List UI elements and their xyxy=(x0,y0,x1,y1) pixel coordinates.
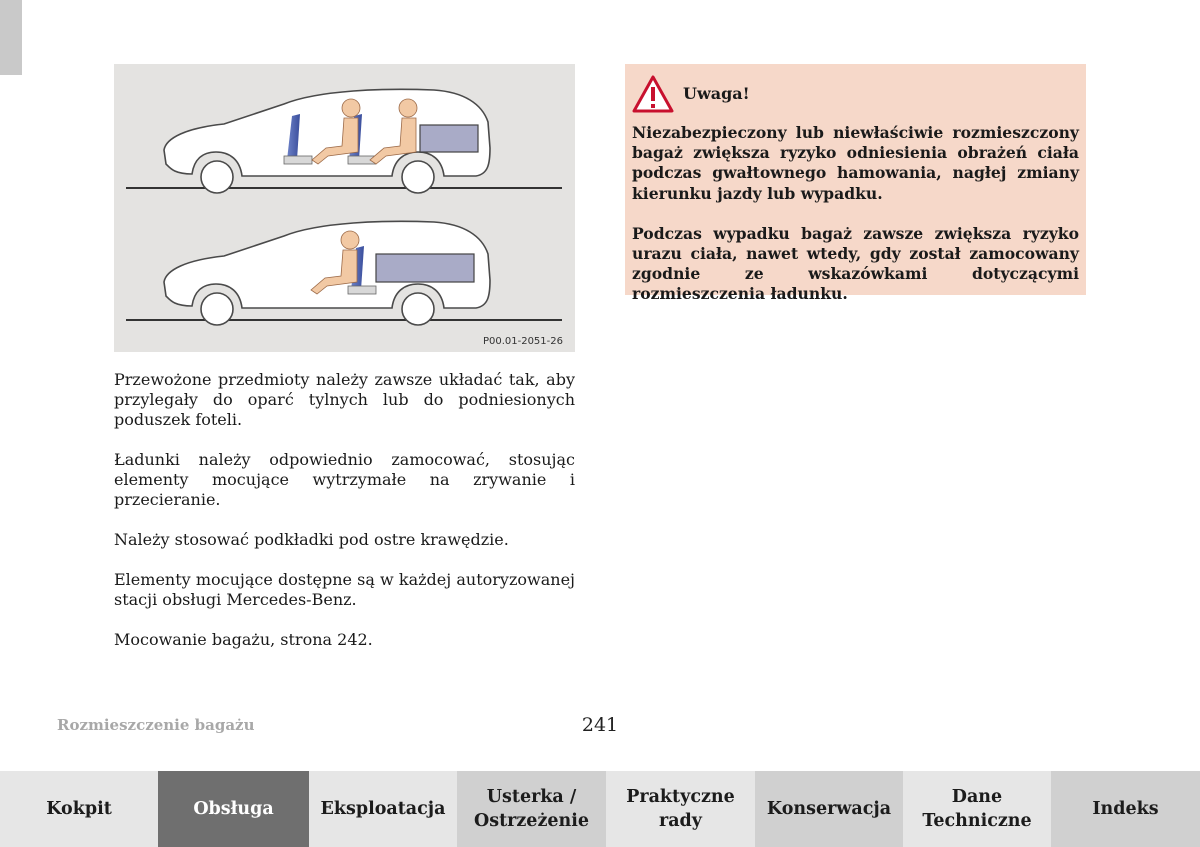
body-paragraph: Ładunki należy odpowiednio zamocować, stosując elementy mocujące wytrzymałe na zrywanie i przecieranie. xyxy=(114,450,575,509)
car-bottom xyxy=(126,221,562,325)
corner-tab xyxy=(0,0,22,75)
body-paragraph: Przewożone przedmioty należy zawsze układać tak, aby przylegały do oparć tylnych lub do podniesionych poduszek foteli. xyxy=(114,370,575,429)
warning-paragraph: Podczas wypadku bagaż zawsze zwiększa ryzyko urazu ciała, nawet wtedy, gdy został zamocowany zgodnie ze wskazówkami dotyczącymi rozmieszczenia ładunku. xyxy=(632,223,1079,304)
warning-paragraph: Niezabezpieczony lub niewłaściwie rozmieszczony bagaż zwiększa ryzyko odniesienia obrażeń ciała podczas gwałtownego hamowania, nagłej zmiany kierunku jazdy lub wypadku. xyxy=(632,123,1079,203)
tab-konserwacja[interactable]: Konserwacja xyxy=(755,771,903,847)
figure-code: P00.01-2051-26 xyxy=(482,336,563,347)
car-top xyxy=(126,89,562,193)
section-label: Rozmieszczenie bagażu xyxy=(57,716,255,734)
warning-triangle-icon xyxy=(631,74,675,114)
body-text xyxy=(114,370,575,670)
body-paragraph: Należy stosować podkładki pod ostre krawędzie. xyxy=(114,530,509,549)
warning-header xyxy=(631,74,750,114)
tab-obsluga[interactable]: Obsługa xyxy=(158,771,309,847)
bottom-nav xyxy=(0,771,1200,847)
tab-kokpit[interactable]: Kokpit xyxy=(0,771,158,847)
luggage-illustration xyxy=(114,64,575,352)
tab-usterka-ostrzezenie[interactable]: Usterka / Ostrzeżenie xyxy=(457,771,606,847)
warning-text xyxy=(632,123,1079,325)
car-diagram xyxy=(114,64,575,352)
tab-eksploatacja[interactable]: Eksploatacja xyxy=(309,771,457,847)
warning-title: Uwaga! xyxy=(683,83,750,103)
body-paragraph: Mocowanie bagażu, strona 242. xyxy=(114,630,373,649)
tab-dane-techniczne[interactable]: Dane Techniczne xyxy=(903,771,1051,847)
body-paragraph: Elementy mocujące dostępne są w każdej autoryzowanej stacji obsługi Mercedes-Benz. xyxy=(114,570,575,609)
warning-box xyxy=(625,64,1086,304)
page-number: 241 xyxy=(581,714,619,736)
tab-indeks[interactable]: Indeks xyxy=(1051,771,1200,847)
tab-praktyczne-rady[interactable]: Praktyczne rady xyxy=(606,771,755,847)
